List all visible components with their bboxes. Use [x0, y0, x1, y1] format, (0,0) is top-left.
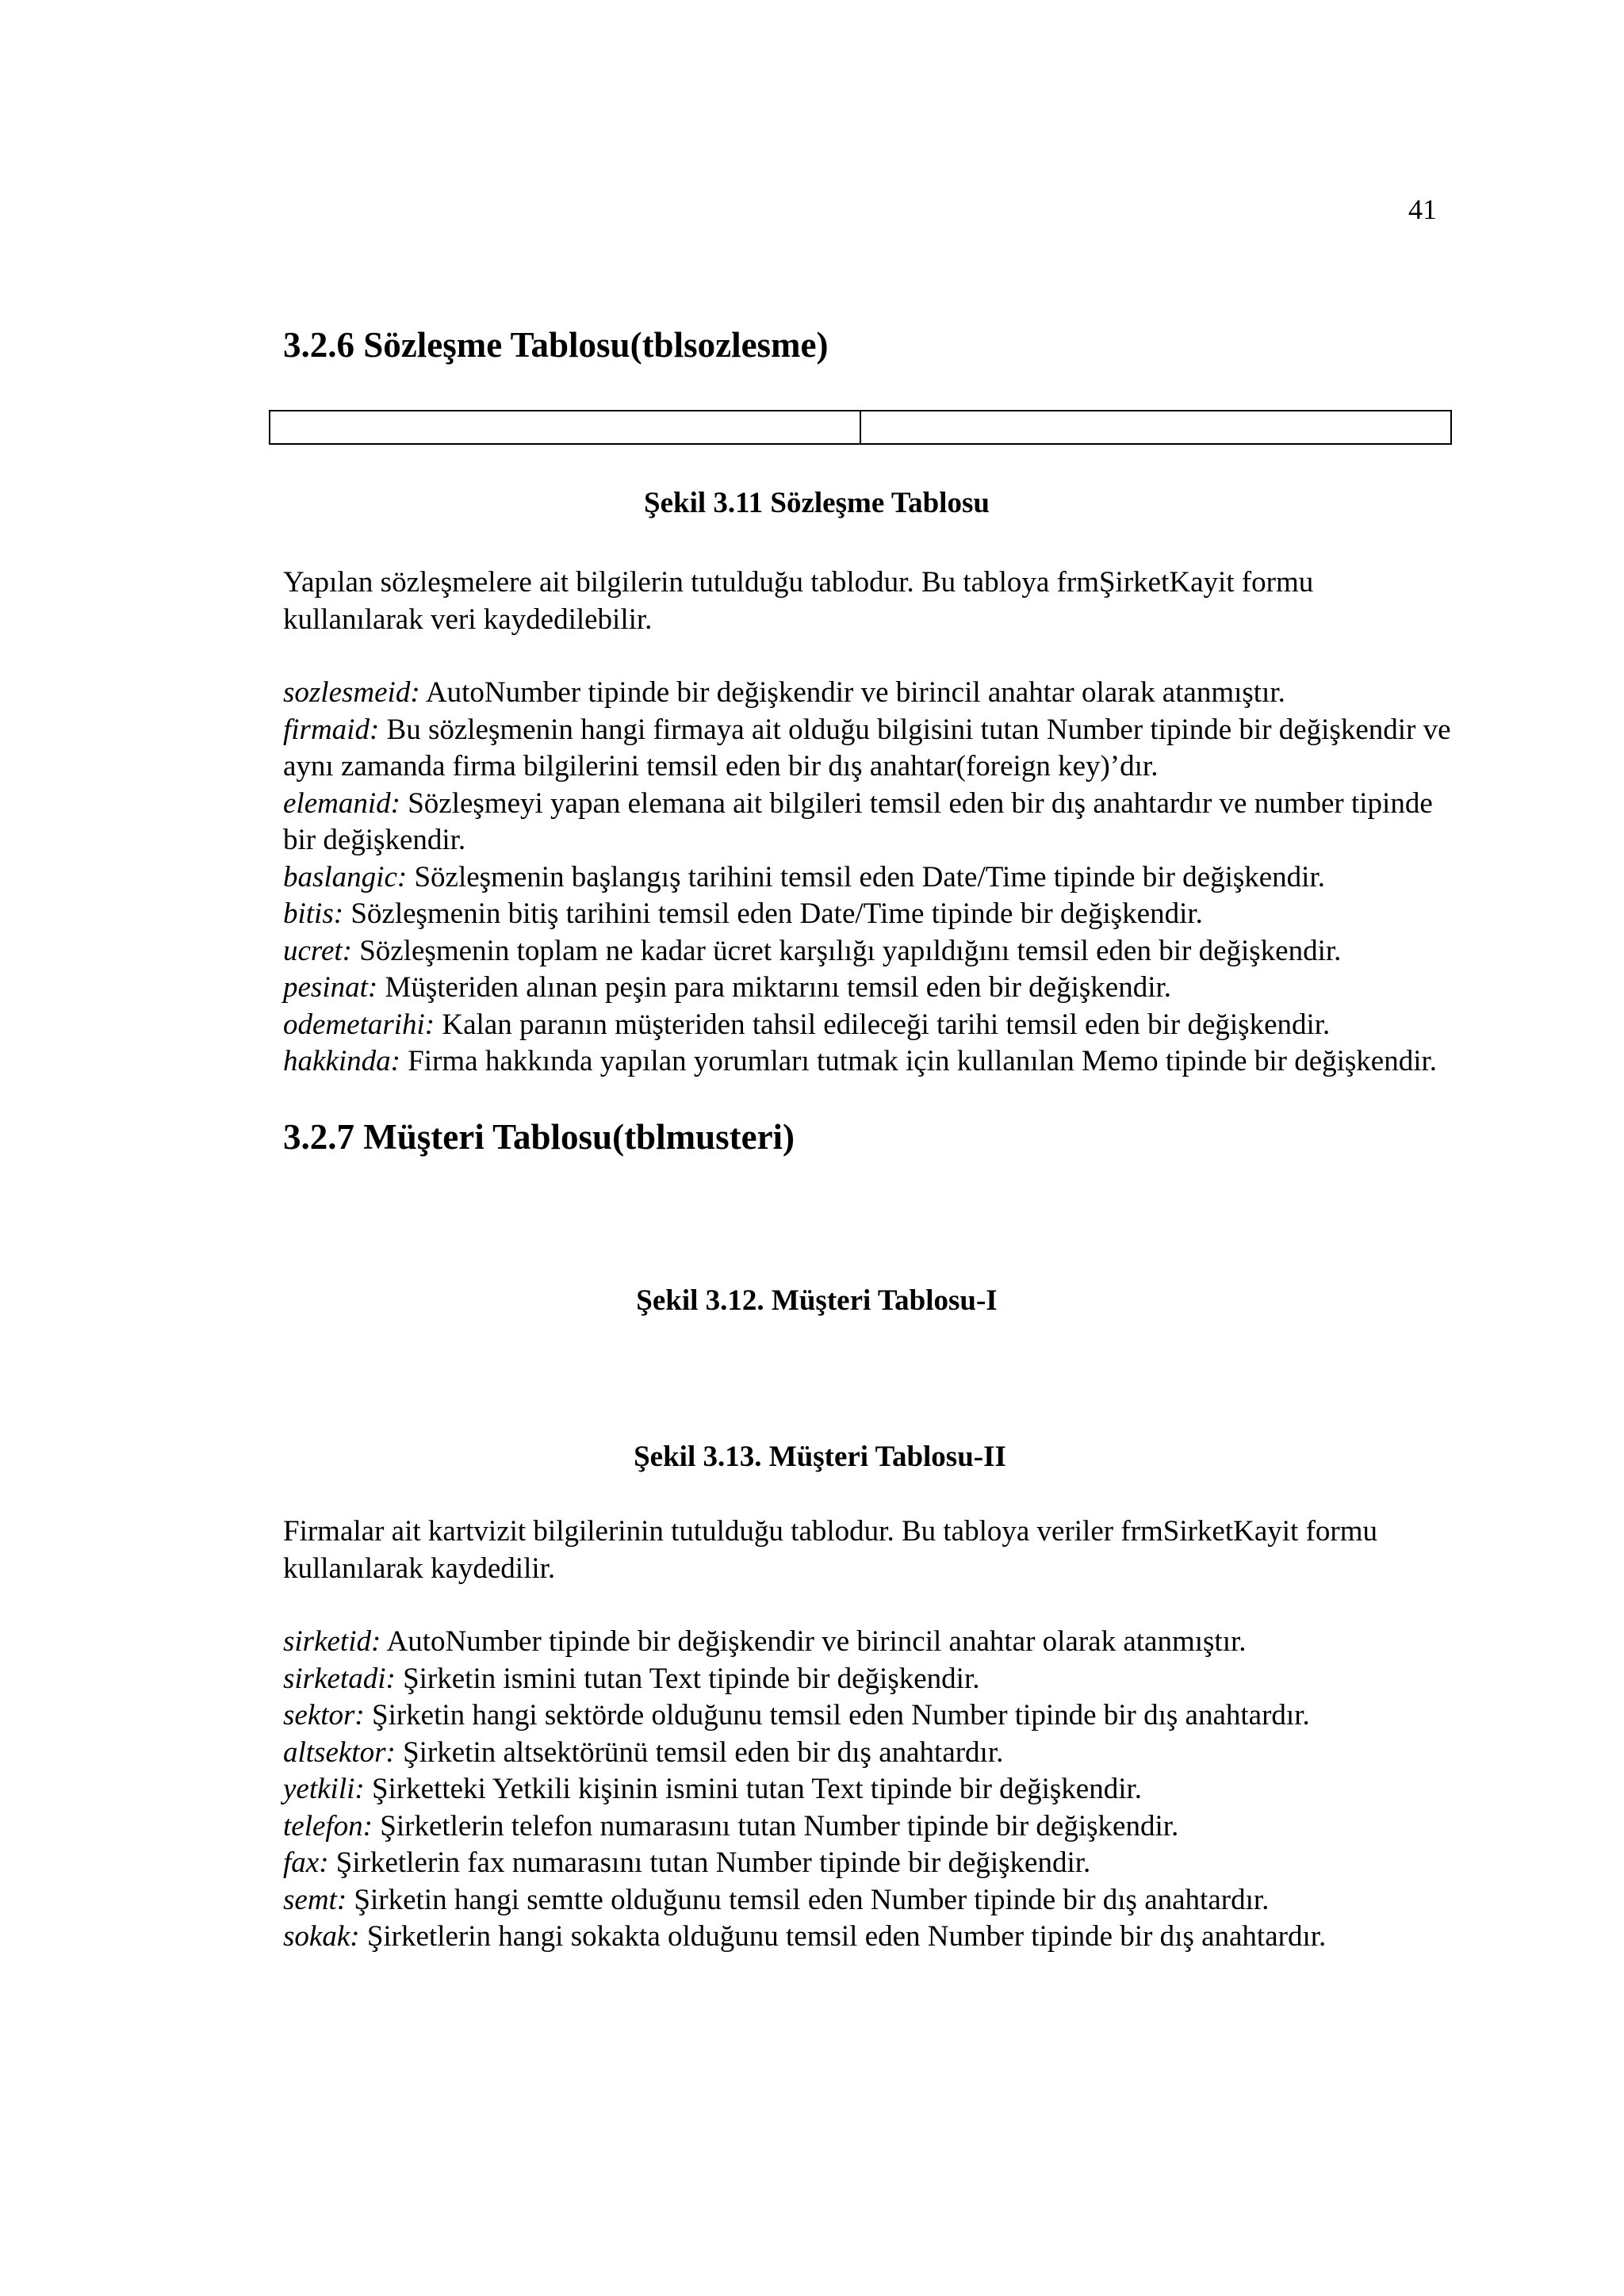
field-name: bitis: [283, 897, 344, 930]
field-item [283, 1697, 1457, 1735]
field-item [283, 1808, 1457, 1846]
field-list-musteri [283, 1624, 1457, 1956]
field-description: AutoNumber tipinde bir değişkendir ve birincil anahtar olarak atanmıştır. [419, 676, 1285, 709]
figure-caption-3-12: Şekil 3.12. Müşteri Tablosu-I [636, 1284, 998, 1317]
field-description: Firma hakkında yapılan yorumları tutmak için kullanılan Memo tipinde bir değişkendir. [400, 1045, 1438, 1077]
paragraph-text: Yapılan sözleşmelere ait bilgilerin tutulduğu tablodur. Bu tabloya frmŞirketKayit formu kullanılarak veri kaydedilebilir. [283, 566, 1314, 636]
field-description: Sözleşmenin toplam ne kadar ücret karşılığı yapıldığını temsil eden bir değişkendir. [351, 934, 1342, 967]
field-description: Sözleşmenin başlangış tarihini temsil eden Date/Time tipinde bir değişkendir. [407, 860, 1325, 894]
paragraph-text: Firmalar ait kartvizit bilgilerinin tutulduğu tablodur. Bu tabloya veriler frmSirketKayit formu kullanılarak kaydedilir. [283, 1515, 1378, 1585]
figure-caption-3-13: Şekil 3.13. Müşteri Tablosu-II [634, 1441, 1006, 1473]
field-item [283, 675, 1457, 712]
field-description: Şirketin hangi semtte olduğunu temsil eden Number tipinde bir dış anahtardır. [347, 1883, 1270, 1916]
field-description: Kalan paranın müşteriden tahsil edileceği tarihi temsil eden bir değişkendir. [435, 1008, 1331, 1041]
field-name: sozlesmeid: [283, 676, 420, 709]
field-name: elemanid: [283, 786, 400, 820]
intro-paragraph-sozlesme [283, 564, 1457, 638]
table-cell [270, 411, 860, 444]
field-list-sozlesme [283, 675, 1457, 1081]
field-name: baslangic: [283, 860, 408, 894]
field-name: sirketadi: [283, 1662, 396, 1695]
field-name: telefon: [283, 1809, 373, 1843]
field-description: Şirketteki Yetkili kişinin ismini tutan Text tipinde bir değişkendir. [364, 1773, 1143, 1805]
field-description: Şirketin altsektörünü temsil eden bir dış anahtardır. [395, 1735, 1004, 1769]
field-description: Şirketlerin telefon numarasını tutan Number tipinde bir değişkendir. [373, 1809, 1179, 1843]
field-name: yetkili: [283, 1773, 365, 1805]
field-name: altsektor: [283, 1735, 396, 1769]
field-name: ucret: [283, 934, 352, 967]
field-description: Bu sözleşmenin hangi firmaya ait olduğu bilgisini tutan Number tipinde bir değişkendir ve aynı zamanda firma bilgilerini temsil eden bir dış anahtar(foreign key)’dır. [283, 713, 1451, 783]
figure-caption-3-11: Şekil 3.11 Sözleşme Tablosu [644, 487, 990, 519]
field-item [283, 896, 1457, 933]
page-number: 41 [1408, 193, 1437, 225]
field-item [283, 1882, 1457, 1919]
field-description: Müşteriden alınan peşin para miktarını temsil eden bir değişkendir. [377, 971, 1172, 1004]
field-item [283, 786, 1457, 859]
field-description: Şirketin ismini tutan Text tipinde bir değişkendir. [395, 1662, 980, 1695]
field-item [283, 1919, 1457, 1956]
field-description: Şirketlerin hangi sokakta olduğunu temsil eden Number tipinde bir dış anahtardır. [359, 1920, 1327, 1953]
field-item [283, 970, 1457, 1007]
field-item [283, 1043, 1457, 1081]
empty-table-placeholder [269, 410, 1452, 445]
field-description: Şirketlerin fax numarasını tutan Number tipinde bir değişkendir. [328, 1846, 1091, 1879]
field-item [283, 1661, 1457, 1698]
field-description: Sözleşmenin bitiş tarihini temsil eden Date/Time tipinde bir değişkendir. [343, 897, 1203, 930]
field-item [283, 1771, 1457, 1808]
section-heading-sozlesme: 3.2.6 Sözleşme Tablosu(tblsozlesme) [283, 325, 829, 365]
field-name: hakkinda: [283, 1045, 400, 1077]
field-name: odemetarihi: [283, 1008, 435, 1041]
field-name: fax: [283, 1846, 329, 1879]
intro-paragraph-musteri [283, 1513, 1457, 1587]
field-item [283, 1624, 1457, 1661]
field-name: sirketid: [283, 1625, 381, 1658]
field-name: sokak: [283, 1920, 360, 1953]
field-item [283, 1845, 1457, 1882]
field-name: firmaid: [283, 713, 380, 746]
field-item [283, 933, 1457, 970]
field-description: AutoNumber tipinde bir değişkendir ve birincil anahtar olarak atanmıştır. [381, 1625, 1247, 1658]
field-name: pesinat: [283, 971, 378, 1004]
section-heading-musteri: 3.2.7 Müşteri Tablosu(tblmusteri) [283, 1117, 795, 1157]
field-description: Şirketin hangi sektörde olduğunu temsil eden Number tipinde bir dış anahtardır. [364, 1699, 1310, 1732]
field-item [283, 859, 1457, 897]
field-description: Sözleşmeyi yapan elemana ait bilgileri temsil eden bir dış anahtardır ve number tipinde bir değişkendir. [283, 786, 1433, 856]
field-item [283, 712, 1457, 786]
field-item [283, 1007, 1457, 1044]
field-item [283, 1735, 1457, 1772]
field-name: sektor: [283, 1699, 365, 1732]
table-cell [860, 411, 1451, 444]
field-name: semt: [283, 1883, 347, 1916]
